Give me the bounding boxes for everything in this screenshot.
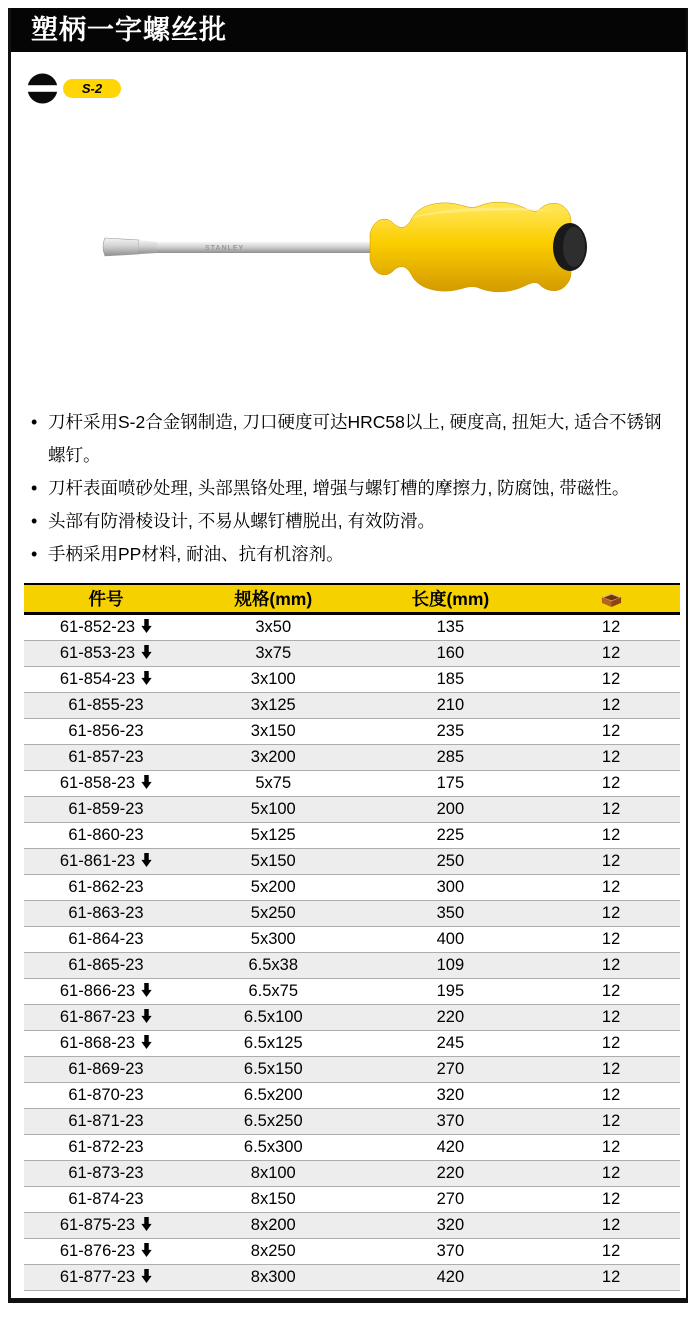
feature-list [29, 406, 672, 571]
length-cell: 245 [436, 1033, 465, 1052]
qty-cell: 12 [601, 1215, 621, 1234]
qty-cell: 12 [601, 955, 621, 974]
spec-cell: 5x250 [250, 903, 296, 922]
part-number-cell: 61-872-23 [68, 1137, 144, 1156]
table-row [24, 718, 680, 744]
qty-cell: 12 [601, 929, 621, 948]
qty-cell: 12 [601, 617, 621, 636]
length-cell: 175 [436, 773, 465, 792]
table-row [24, 666, 680, 692]
spec-cell: 5x125 [250, 825, 296, 844]
product-badges [27, 72, 686, 104]
part-number-cell: 61-866-23 [24, 978, 188, 1004]
table-row [24, 770, 680, 796]
shaft [157, 242, 373, 253]
length-cell: 320 [436, 1085, 465, 1104]
down-arrow-icon [141, 853, 152, 867]
end-cap-face [563, 227, 585, 267]
down-arrow-icon [141, 1217, 152, 1231]
qty-cell: 12 [601, 903, 621, 922]
qty-cell: 12 [601, 1137, 621, 1156]
table-row [24, 1004, 680, 1030]
spec-cell: 8x250 [250, 1241, 296, 1260]
qty-cell: 12 [601, 981, 621, 1000]
down-arrow-icon [141, 983, 152, 997]
qty-cell: 12 [601, 851, 621, 870]
down-arrow-icon [141, 671, 152, 685]
handle [370, 202, 571, 292]
part-number-cell: 61-857-23 [68, 747, 144, 766]
down-arrow-icon [141, 775, 152, 789]
header-part-number: 件号 [88, 588, 124, 609]
part-number-cell: 61-859-23 [68, 799, 144, 818]
part-number-cell: 61-855-23 [68, 695, 144, 714]
table-row [24, 1160, 680, 1186]
spec-cell: 3x50 [255, 617, 292, 636]
table-row [24, 1082, 680, 1108]
part-number-cell: 61-868-23 [24, 1030, 188, 1056]
spec-cell: 8x100 [250, 1163, 296, 1182]
spec-cell: 3x150 [250, 721, 296, 740]
qty-cell: 12 [601, 1033, 621, 1052]
length-cell: 270 [436, 1059, 465, 1078]
length-cell: 300 [436, 877, 465, 896]
part-number-cell: 61-871-23 [68, 1111, 144, 1130]
length-cell: 420 [436, 1267, 465, 1286]
table-row [24, 744, 680, 770]
spec-cell: 5x200 [250, 877, 296, 896]
part-number-cell: 61-874-23 [68, 1189, 144, 1208]
qty-cell: 12 [601, 1085, 621, 1104]
length-cell: 350 [436, 903, 465, 922]
screwdriver-image [97, 190, 617, 310]
part-number-cell: 61-852-23 [24, 613, 188, 640]
qty-cell: 12 [601, 1059, 621, 1078]
table-row [24, 1134, 680, 1160]
qty-cell: 12 [601, 877, 621, 896]
spec-cell: 3x200 [250, 747, 296, 766]
spec-cell: 5x300 [250, 929, 296, 948]
part-number-cell: 61-856-23 [68, 721, 144, 740]
blade-tip [103, 238, 139, 256]
spec-cell: 6.5x250 [243, 1111, 303, 1130]
carton-icon [600, 590, 623, 608]
header-length: 长度(mm) [411, 588, 490, 609]
spec-cell: 3x75 [255, 643, 292, 662]
part-number-cell: 61-875-23 [24, 1212, 188, 1238]
slotted-tip-icon [27, 73, 58, 104]
header-row [24, 584, 680, 613]
table-row [24, 822, 680, 848]
down-arrow-icon [141, 1269, 152, 1283]
length-cell: 225 [436, 825, 465, 844]
spec-cell: 8x300 [250, 1267, 296, 1286]
qty-cell: 12 [601, 1189, 621, 1208]
qty-cell: 12 [601, 695, 621, 714]
table-row [24, 1056, 680, 1082]
spec-cell: 6.5x150 [243, 1059, 303, 1078]
qty-cell: 12 [601, 799, 621, 818]
qty-cell: 12 [601, 1267, 621, 1286]
spec-cell: 6.5x300 [243, 1137, 303, 1156]
catalog-page-frame [8, 8, 688, 1303]
parts-table-header [24, 584, 680, 613]
qty-cell: 12 [601, 1163, 621, 1182]
length-cell: 400 [436, 929, 465, 948]
table-row [24, 1238, 680, 1264]
down-arrow-icon [141, 1035, 152, 1049]
length-cell: 220 [436, 1163, 465, 1182]
qty-cell: 12 [601, 1241, 621, 1260]
spec-cell: 8x200 [250, 1215, 296, 1234]
part-number-cell: 61-867-23 [24, 1004, 188, 1030]
table-row [24, 1186, 680, 1212]
spec-cell: 6.5x38 [248, 955, 299, 974]
table-row [24, 796, 680, 822]
part-number-cell: 61-865-23 [68, 955, 144, 974]
length-cell: 195 [436, 981, 465, 1000]
length-cell: 200 [436, 799, 465, 818]
spec-cell: 6.5x200 [243, 1085, 303, 1104]
part-number-cell: 61-861-23 [24, 848, 188, 874]
length-cell: 220 [436, 1007, 465, 1026]
qty-cell: 12 [601, 825, 621, 844]
qty-cell: 12 [601, 773, 621, 792]
feature-item: • 手柄采用PP材料, 耐油、抗有机溶剂。 [29, 538, 672, 571]
feature-item: • 刀杆表面喷砂处理, 头部黑铬处理, 增强与螺钉槽的摩擦力, 防腐蚀, 带磁性。 [29, 472, 672, 505]
parts-table-body [24, 613, 680, 1290]
spec-cell: 3x125 [250, 695, 296, 714]
blade-taper [139, 240, 157, 254]
table-row [24, 848, 680, 874]
feature-item: • 头部有防滑棱设计, 不易从螺钉槽脱出, 有效防滑。 [29, 505, 672, 538]
length-cell: 420 [436, 1137, 465, 1156]
qty-cell: 12 [601, 669, 621, 688]
part-number-cell: 61-853-23 [24, 640, 188, 666]
part-number-cell: 61-858-23 [24, 770, 188, 796]
table-row [24, 1108, 680, 1134]
table-row [24, 640, 680, 666]
part-number-cell: 61-860-23 [68, 825, 144, 844]
length-cell: 185 [436, 669, 465, 688]
length-cell: 250 [436, 851, 465, 870]
part-number-cell: 61-877-23 [24, 1264, 188, 1290]
part-number-cell: 61-863-23 [68, 903, 144, 922]
header-pack-qty [542, 584, 680, 613]
table-row [24, 926, 680, 952]
spec-cell: 6.5x100 [243, 1007, 303, 1026]
table-row [24, 1030, 680, 1056]
length-cell: 160 [436, 643, 465, 662]
table-row [24, 952, 680, 978]
page-title: 塑柄一字螺丝批 [11, 8, 686, 52]
table-row [24, 978, 680, 1004]
part-number-cell: 61-876-23 [24, 1238, 188, 1264]
down-arrow-icon [141, 619, 152, 633]
header-spec: 规格(mm) [234, 588, 313, 609]
qty-cell: 12 [601, 1007, 621, 1026]
tip-type-badge: S-2 [63, 79, 121, 98]
length-cell: 370 [436, 1111, 465, 1130]
part-number-cell: 61-873-23 [68, 1163, 144, 1182]
spec-cell: 5x100 [250, 799, 296, 818]
qty-cell: 12 [601, 721, 621, 740]
length-cell: 285 [436, 747, 465, 766]
down-arrow-icon [141, 1243, 152, 1257]
length-cell: 235 [436, 721, 465, 740]
table-row [24, 900, 680, 926]
part-number-cell: 61-864-23 [68, 929, 144, 948]
length-cell: 135 [436, 617, 465, 636]
parts-table [24, 583, 680, 1291]
spec-cell: 6.5x125 [243, 1033, 303, 1052]
qty-cell: 12 [601, 643, 621, 662]
part-number-cell: 61-869-23 [68, 1059, 144, 1078]
qty-cell: 12 [601, 1111, 621, 1130]
table-row [24, 874, 680, 900]
part-number-cell: 61-862-23 [68, 877, 144, 896]
table-row [24, 1212, 680, 1238]
feature-item: • 刀杆采用S-2合金钢制造, 刀口硬度可达HRC58以上, 硬度高, 扭矩大, 适合不锈钢螺钉。 [29, 406, 672, 472]
spec-cell: 8x150 [250, 1189, 296, 1208]
shaft-brand-text: STANLEY [205, 245, 245, 252]
spec-cell: 3x100 [250, 669, 296, 688]
length-cell: 270 [436, 1189, 465, 1208]
table-row [24, 613, 680, 640]
part-number-cell: 61-870-23 [68, 1085, 144, 1104]
spec-cell: 6.5x75 [248, 981, 299, 1000]
length-cell: 109 [436, 955, 465, 974]
down-arrow-icon [141, 1009, 152, 1023]
length-cell: 210 [436, 695, 465, 714]
spec-cell: 5x150 [250, 851, 296, 870]
down-arrow-icon [141, 645, 152, 659]
table-row [24, 1264, 680, 1290]
spec-cell: 5x75 [255, 773, 292, 792]
table-row [24, 692, 680, 718]
length-cell: 370 [436, 1241, 465, 1260]
part-number-cell: 61-854-23 [24, 666, 188, 692]
qty-cell: 12 [601, 747, 621, 766]
length-cell: 320 [436, 1215, 465, 1234]
